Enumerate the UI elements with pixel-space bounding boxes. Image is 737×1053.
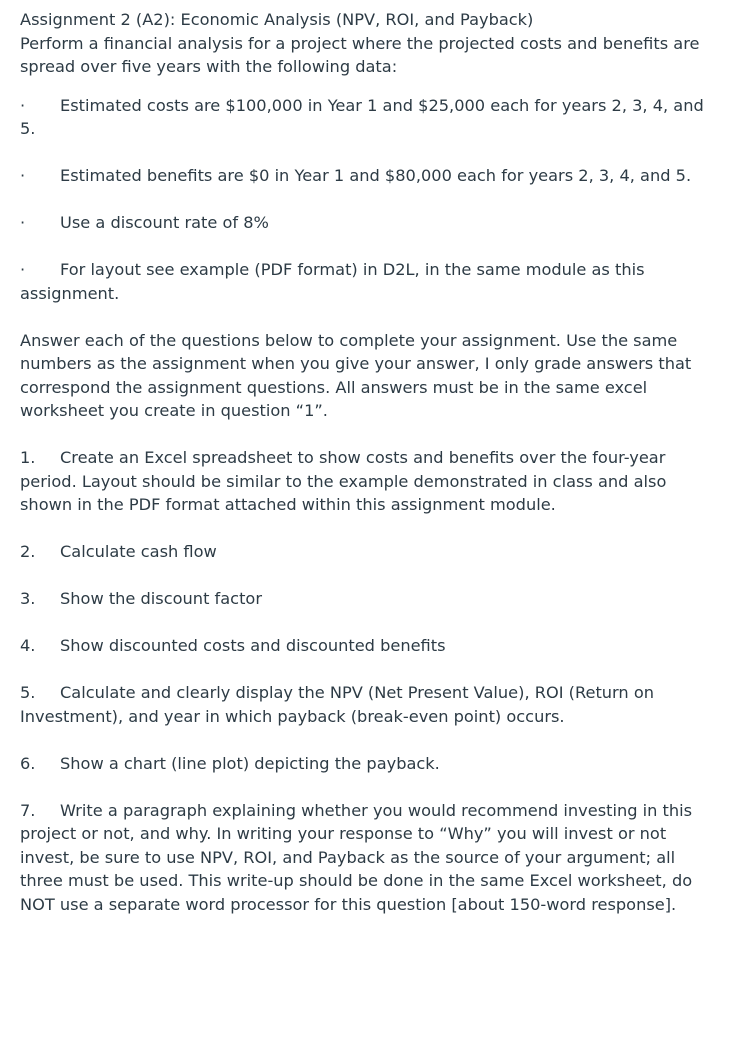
question-number: 1. (20, 448, 36, 467)
question-number: 7. (20, 800, 36, 820)
question-item (20, 446, 723, 517)
bullet-marker: · (20, 213, 26, 232)
question-text: Show a chart (line plot) depicting the payback. (60, 753, 440, 773)
bullet-text: Use a discount rate of 8% (60, 213, 269, 232)
bullet-item (20, 94, 723, 141)
question-item (20, 634, 723, 658)
question-number: 5. (20, 683, 36, 702)
bullet-marker: · (20, 166, 26, 185)
bullet-text: Estimated benefits are $0 in Year 1 and $80,000 each for years 2, 3, 4, and 5. (60, 166, 692, 185)
instructions-paragraph: Answer each of the questions below to complete your assignment. Use the same numbers as the assignment when you give your answer, I only grade answers that correspond the assignment questions. All answers must be in the same excel worksheet you create in question “1”. (20, 330, 692, 420)
bullet-item (20, 258, 723, 305)
data-bullet-list (20, 94, 723, 306)
question-text: Calculate cash flow (60, 542, 217, 561)
bullet-item (20, 164, 723, 188)
question-text: Show the discount factor (60, 589, 262, 608)
question-text: Write a paragraph explaining whether you would recommend investing in this project or not, and why. In writing your response to “Why” you will invest or not invest, be sure to use NPV, ROI, and Payback as the source of your argument; all three must be used. This write-up should be done in the same Excel worksheet, do NOT use a separate word processor for this question [about 150-word response]. (20, 800, 693, 914)
question-item (20, 681, 723, 728)
bullet-marker: · (20, 95, 26, 115)
question-text: Calculate and clearly display the NPV (Net Present Value), ROI (Return on Investment), and year in which payback (break-even point) occurs. (20, 683, 654, 726)
question-number: 4. (20, 636, 36, 655)
question-item (20, 587, 723, 611)
question-text: Create an Excel spreadsheet to show costs and benefits over the four-year period. Layout should be similar to the example demonstrated in class and also shown in the PDF format attached within this assignment module. (20, 448, 667, 514)
bullet-marker: · (20, 260, 26, 279)
bullet-item (20, 211, 723, 235)
question-number: 6. (20, 753, 36, 773)
question-number: 3. (20, 589, 36, 608)
question-item (20, 540, 723, 564)
question-number: 2. (20, 542, 36, 561)
assignment-title: Assignment 2 (A2): Economic Analysis (NPV, ROI, and Payback) (20, 10, 534, 29)
bullet-text: For layout see example (PDF format) in D2L, in the same module as this assignment. (20, 260, 645, 303)
question-item (20, 799, 723, 917)
bullet-text: Estimated costs are $100,000 in Year 1 and $25,000 each for years 2, 3, 4, and 5. (20, 95, 704, 138)
assignment-intro: Perform a financial analysis for a project where the projected costs and benefits are spread over five years with the following data: (20, 33, 700, 76)
question-list (20, 446, 723, 916)
question-item (20, 752, 723, 776)
question-text: Show discounted costs and discounted benefits (60, 636, 446, 655)
